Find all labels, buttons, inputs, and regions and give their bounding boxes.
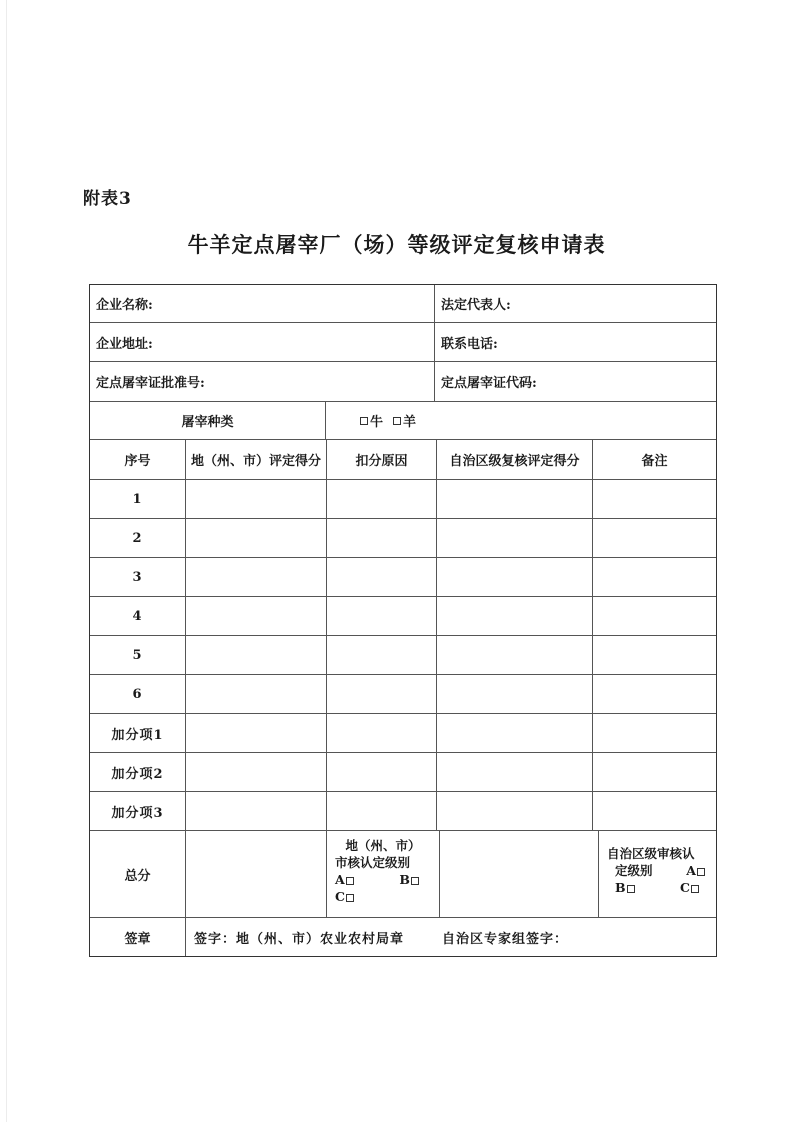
signature-cell[interactable] [186, 918, 716, 956]
info-row-license [90, 362, 716, 402]
deduction-reason-cell[interactable] [327, 792, 437, 830]
remarks-cell[interactable] [593, 675, 716, 713]
company-name-label: 企业名称: [96, 298, 153, 313]
deduction-reason-cell[interactable] [327, 675, 437, 713]
header-region-score: 自治区级复核评定得分 [437, 440, 593, 479]
seq-cell: 加分项1 [90, 714, 186, 752]
species-row [90, 402, 716, 440]
seq-cell: 4 [90, 597, 186, 635]
prefecture-score-cell[interactable] [186, 675, 327, 713]
remarks-cell[interactable] [593, 519, 716, 557]
scan-edge [6, 0, 7, 1122]
table-row [90, 753, 716, 792]
license-code-label: 定点屠宰证代码: [441, 376, 537, 391]
deduction-reason-cell[interactable] [327, 558, 437, 596]
info-row-address [90, 323, 716, 362]
region-grade-a-label: A [686, 863, 696, 878]
prefecture-grade-c-checkbox[interactable] [346, 894, 354, 902]
annex-label: 附表3 [83, 189, 132, 209]
address-field[interactable] [90, 323, 435, 361]
checkbox-sheep[interactable] [393, 417, 401, 425]
prefecture-score-cell[interactable] [186, 480, 327, 518]
region-grade-b-label: B [615, 880, 626, 895]
seq-cell: 加分项2 [90, 753, 186, 791]
signature-label: 签章 [90, 918, 186, 956]
region-score-cell[interactable] [437, 558, 593, 596]
prefecture-grade-b-label: B [399, 872, 410, 887]
region-score-cell[interactable] [437, 792, 593, 830]
region-level-line1: 自治区级审核认 [607, 846, 695, 861]
seq-cell: 1 [90, 480, 186, 518]
signature-row [90, 918, 716, 956]
remarks-cell[interactable] [593, 714, 716, 752]
total-region-score-cell[interactable] [440, 831, 599, 917]
region-score-cell[interactable] [437, 597, 593, 635]
region-grade-a-checkbox[interactable] [697, 868, 705, 876]
region-grade-b-checkbox[interactable] [627, 885, 635, 893]
legal-rep-label: 法定代表人: [441, 298, 511, 313]
remarks-cell[interactable] [593, 480, 716, 518]
region-score-cell[interactable] [437, 675, 593, 713]
remarks-cell[interactable] [593, 558, 716, 596]
header-prefecture-score: 地（州、市）评定得分 [186, 440, 327, 479]
deduction-reason-cell[interactable] [327, 597, 437, 635]
region-level-cell [599, 831, 716, 917]
region-score-cell[interactable] [437, 519, 593, 557]
table-row [90, 636, 716, 675]
application-form [89, 284, 717, 957]
header-deduction-reason: 扣分原因 [327, 440, 437, 479]
remarks-cell[interactable] [593, 753, 716, 791]
table-header-row [90, 440, 716, 480]
phone-label: 联系电话: [441, 336, 498, 352]
option-sheep-label: 羊 [403, 415, 417, 430]
prefecture-score-cell[interactable] [186, 792, 327, 830]
prefecture-signature-label: 签字：地（州、市）农业农村局章 [194, 931, 405, 947]
prefecture-score-cell[interactable] [186, 636, 327, 674]
region-score-cell[interactable] [437, 636, 593, 674]
prefecture-grade-a-label: A [335, 872, 345, 887]
seq-cell: 加分项3 [90, 792, 186, 830]
prefecture-level-line2: 市核认定级别 [335, 855, 411, 870]
species-label: 屠宰种类 [90, 402, 326, 439]
header-seq: 序号 [90, 440, 186, 479]
header-remarks: 备注 [641, 454, 668, 469]
region-level-line2: 定级别 [615, 863, 653, 878]
seq-cell: 3 [90, 558, 186, 596]
option-cattle-label: 牛 [370, 415, 384, 430]
address-label: 企业地址: [96, 336, 153, 352]
prefecture-grade-c-label: C [335, 889, 345, 904]
phone-field[interactable] [435, 323, 716, 361]
region-score-cell[interactable] [437, 753, 593, 791]
prefecture-grade-b-checkbox[interactable] [411, 877, 419, 885]
seq-cell: 2 [90, 519, 186, 557]
table-row [90, 597, 716, 636]
company-name-field[interactable] [90, 285, 435, 322]
license-no-field[interactable] [90, 362, 435, 401]
region-score-cell[interactable] [437, 714, 593, 752]
species-options [326, 402, 716, 439]
total-prefecture-score-cell[interactable] [186, 831, 327, 917]
table-row [90, 714, 716, 753]
license-code-field[interactable] [435, 362, 716, 401]
checkbox-cattle[interactable] [360, 417, 368, 425]
total-label: 总分 [90, 831, 186, 917]
prefecture-level-line1: 地（州、市） [345, 838, 421, 853]
remarks-cell[interactable] [593, 636, 716, 674]
remarks-cell[interactable] [593, 792, 716, 830]
legal-rep-field[interactable] [435, 285, 716, 322]
deduction-reason-cell[interactable] [327, 636, 437, 674]
table-row [90, 675, 716, 714]
prefecture-score-cell[interactable] [186, 558, 327, 596]
prefecture-grade-a-checkbox[interactable] [346, 877, 354, 885]
total-row [90, 831, 716, 918]
deduction-reason-cell[interactable] [327, 480, 437, 518]
seq-cell: 5 [90, 636, 186, 674]
prefecture-score-cell[interactable] [186, 753, 327, 791]
table-row [90, 792, 716, 831]
info-row-company [90, 285, 716, 323]
license-no-label: 定点屠宰证批准号: [96, 376, 205, 391]
seq-cell: 6 [90, 675, 186, 713]
region-signature-label: 自治区专家组签字： [442, 931, 569, 947]
prefecture-level-cell [327, 831, 440, 917]
table-row [90, 558, 716, 597]
form-title: 牛羊定点屠宰厂（场）等级评定复核申请表 [187, 232, 606, 257]
deduction-reason-cell[interactable] [327, 519, 437, 557]
prefecture-score-cell[interactable] [186, 714, 327, 752]
prefecture-score-cell[interactable] [186, 597, 327, 635]
table-row [90, 519, 716, 558]
region-grade-c-label: C [680, 880, 690, 895]
prefecture-score-cell[interactable] [186, 519, 327, 557]
region-grade-c-checkbox[interactable] [691, 885, 699, 893]
table-row [90, 480, 716, 519]
region-score-cell[interactable] [437, 480, 593, 518]
remarks-cell[interactable] [593, 597, 716, 635]
deduction-reason-cell[interactable] [327, 753, 437, 791]
deduction-reason-cell[interactable] [327, 714, 437, 752]
